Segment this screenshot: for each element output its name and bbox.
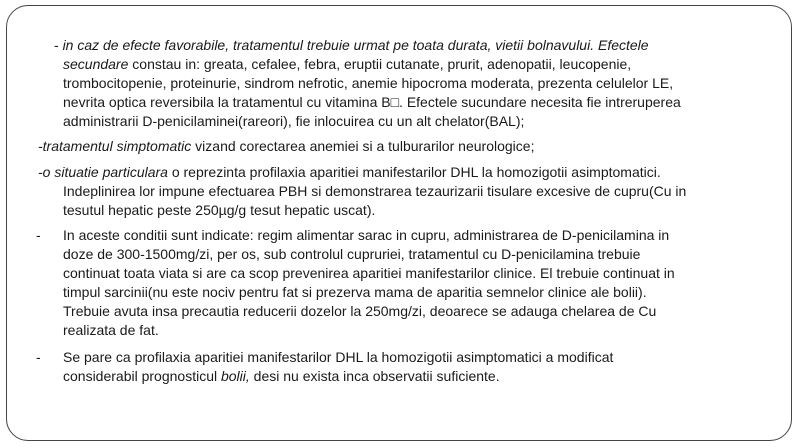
italic-text: -tratamentul simptomatic [38,138,192,154]
paragraph-prophylaxis-prognosis: Se pare ca profilaxia aparitiei manifestarilor DHL la homozigotii asimptomatici a modificat considerabil prognosticul bolii, desi nu exista inca observatii suficiente. [63,349,614,384]
dash: - [54,37,63,53]
paragraph-symptomatic-treatment: -tratamentul simptomatic vizand corectarea anemiei si a tulburarilor neurologice; [38,138,535,154]
paragraph-particular-situation: -o situatie particulara o reprezinta profilaxia aparitiei manifestarilor DHL la homozigotii asimptomatici. [38,164,661,180]
paragraph-particular-situation-cont: Indeplinirea lor impune efectuarea PBH si demonstrarea tezaurizarii tisulare excesive de cupru(Cu in tesutul hepatic peste 250µg/g tesut hepatic uscat). [63,183,687,218]
list-bullet: - [36,227,41,243]
italic-text: secundare [63,56,129,72]
italic-text: -o situatie particulara [38,164,168,180]
paragraph-adverse-effects-cont: secundare constau in: greata, cefalee, febra, eruptii cutanate, prurit, adenopatii, leucopenie, trombocitopenie, proteinurie, sindrom nefrotic, anemie hipocroma moderata, prezenta celulelor LE, nevrita optica reversibila la tratamentul cu vitamina B□. Efectele sucundare necesita fie intreruperea administrarii D-penicilaminei(rareori), fie inlocuirea cu un alt chelator(BAL); [63,56,681,129]
list-bullet: - [36,349,41,365]
paragraph-adverse-effects [54,36,649,55]
paragraph-indicated-conditions: In aceste conditii sunt indicate: regim alimentar sarac in cupru, administrarea de D-penicilamina in doze de 300-1500mg/zi, per os, sub controlul cupruriei, tratamentul cu D-penicilamina trebuie continuat toata viata si are ca scop prevenirea aparitiei manifestarilor clinice. El trebuie continuat in timpul sarcinii(nu este nociv pentru fat si prezerva mama de aparitia semnelor clinice ale bolii). Trebuie avuta insa precautia reducerii dozelor la 250mg/zi, deoarece se adauga chelarea de Cu realizata de fat. [63,227,675,338]
italic-text: bolii, [220,368,250,384]
italic-text: in caz de efecte favorabile, tratamentul trebuie urmat pe toata durata, vietii bolnavului. Efectele [62,37,649,53]
